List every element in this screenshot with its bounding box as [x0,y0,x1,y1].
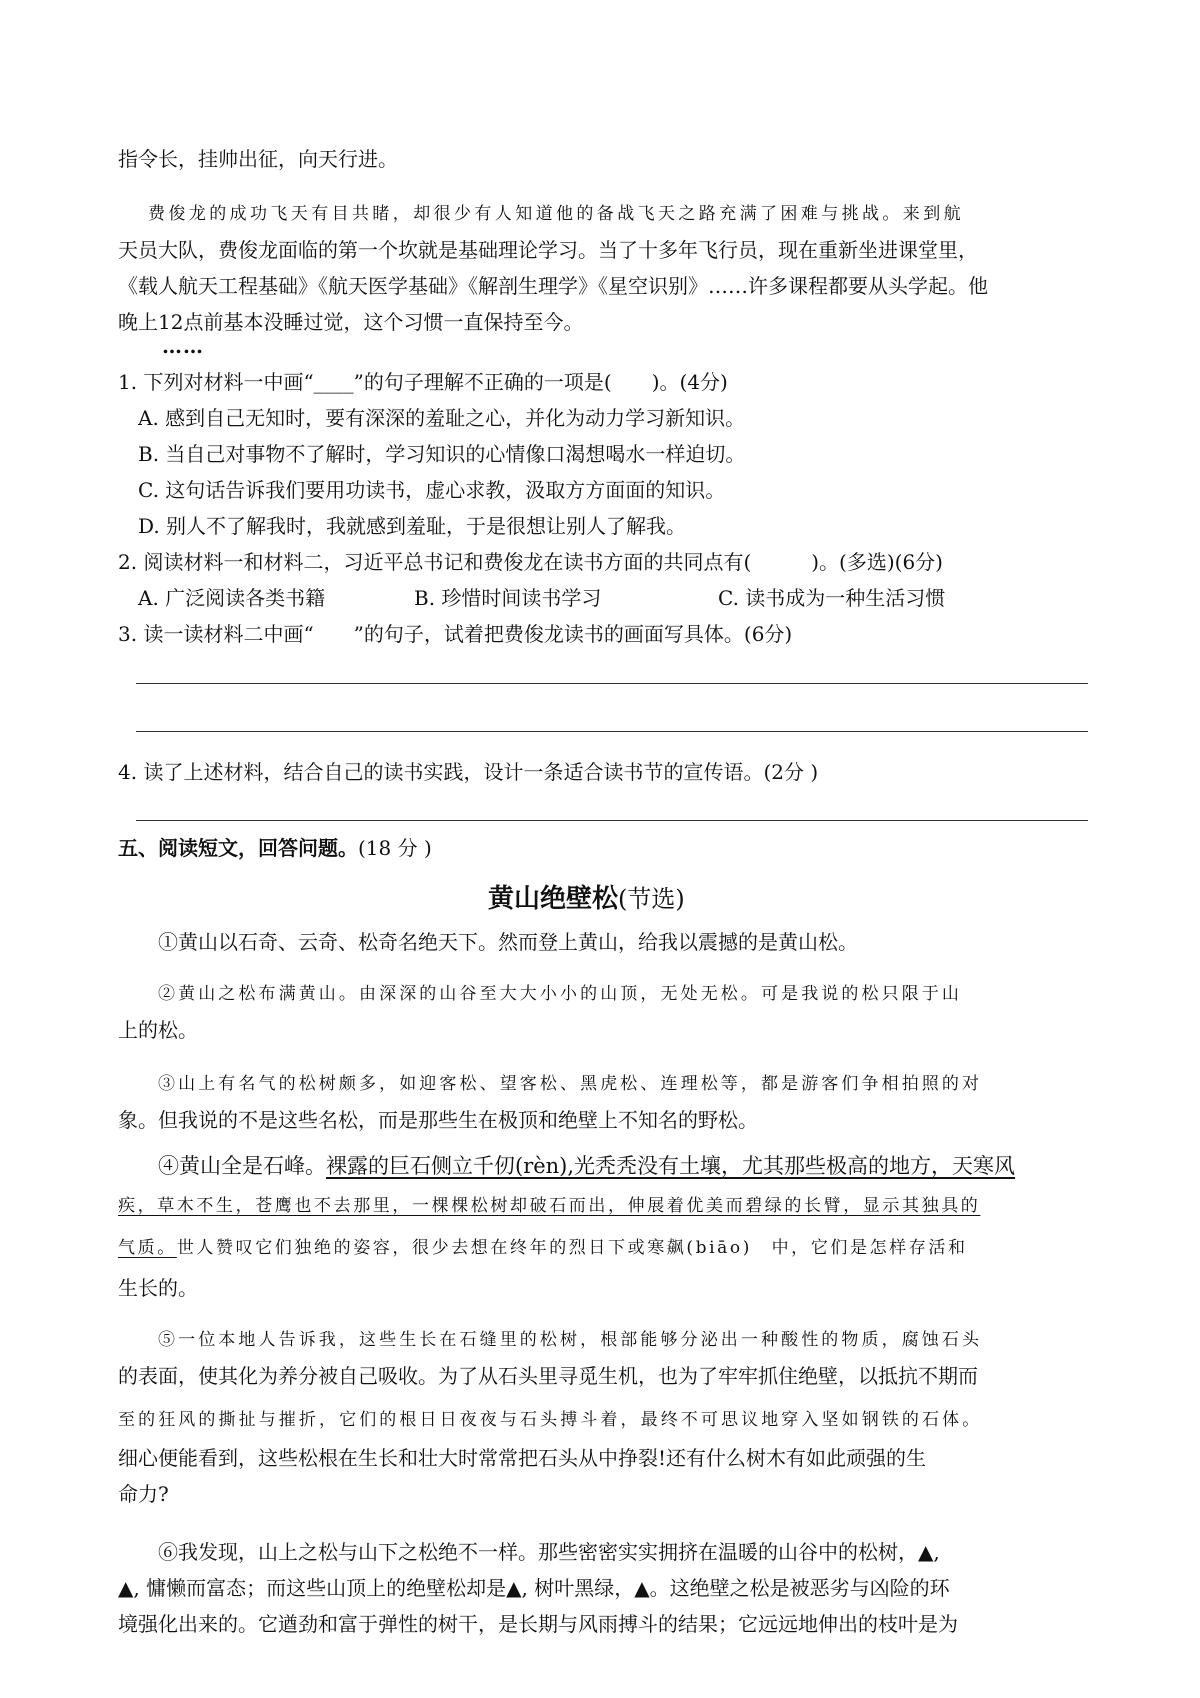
article-title [488,882,685,916]
answer-line [136,683,1088,684]
answer-line [136,731,1088,732]
section-heading-text: 五、阅读短文，回答问题。 [118,836,358,860]
paragraph-5: 的表面，使其化为养分被自己吸收。为了从石头里寻觅生机，也为了牢牢抓住绝壁，以抵抗不期而 [118,1364,978,1388]
option-2c: C. 读书成为一种生活习惯 [718,586,946,610]
paragraph-4-text: ④黄山全是石峰。 [158,1154,326,1178]
paragraph-3: 象。但我说的不是这些名松，而是那些生在极顶和绝壁上不知名的野松。 [118,1108,758,1132]
paragraph-4: 生长的。 [118,1276,198,1300]
option-1b: B. 当自己对事物不了解时，学习知识的心情像口渴想喝水一样迫切。 [138,442,746,466]
text-line: 指令长，挂帅出征，向天行进。 [118,147,398,171]
section-heading [118,834,432,862]
text-line: 晚上12点前基本没睡过觉，这个习惯一直保持至今。 [118,310,584,334]
paragraph-6: 境强化出来的。它遒劲和富于弹性的树干，是长期与风雨搏斗的结果；它远远地伸出的枝叶是为 [118,1612,958,1636]
paragraph-1: ①黄山以石奇、云奇、松奇名绝天下。然而登上黄山，给我以震撼的是黄山松。 [158,930,858,954]
section-score: (18 分 ) [358,836,432,860]
option-1c: C. 这句话告诉我们要用功读书，虚心求教，汲取方方面面的知识。 [138,478,726,502]
paragraph-5: 至的狂风的撕扯与摧折，它们的根日日夜夜与石头搏斗着，最终不可思议地穿入坚如钢铁的石体。 [118,1410,983,1430]
text-line: 天员大队，费俊龙面临的第一个坎就是基础理论学习。当了十多年飞行员，现在重新坐进课堂里， [118,238,978,262]
question-1: 1. 下列对材料一中画“____”的句子理解不正确的一项是( )。(4分) [118,370,728,394]
paragraph-2: ②黄山之松布满黄山。由深深的山谷至大大小小的山顶，无处无松。可是我说的松只限于山 [158,984,962,1004]
paragraph-4 [158,1152,1015,1180]
paragraph-3: ③山上有名气的松树颇多，如迎客松、望客松、黑虎松、连理松等，都是游客们争相拍照的对 [158,1074,983,1094]
question-3: 3. 读一读材料二中画“ ”的句子，试着把费俊龙读书的画面写具体。(6分) [118,622,793,646]
paragraph-4 [118,1234,968,1262]
underlined-sentence: 气质。 [118,1238,177,1258]
underlined-sentence: 疾，草木不生，苍鹰也不去那里，一棵棵松树却破石而出，伸展着优美而碧绿的长臂，显示其独具的 [118,1196,981,1216]
article-title-sub: (节选) [618,885,685,913]
ellipsis: …… [162,334,204,358]
option-2a: A. 广泛阅读各类书籍 [138,586,326,610]
paragraph-2: 上的松。 [118,1018,198,1042]
answer-line [136,820,1088,821]
option-2b: B. 珍惜时间读书学习 [414,586,602,610]
option-1d: D. 别人不了解我时，我就感到羞耻，于是很想让别人了解我。 [138,514,687,538]
underlined-sentence: 裸露的巨石侧立千仞(rèn),光秃秃没有土壤，尤其那些极高的地方，天寒风 [326,1154,1016,1178]
paragraph-5: 细心便能看到，这些松根在生长和壮大时常常把石头从中挣裂!还有什么树木有如此顽强的生 [118,1446,927,1470]
paragraph-4-text: 世人赞叹它们独绝的姿容，很少去想在终年的烈日下或寒飙(biāo) 中，它们是怎样存活和 [176,1238,968,1258]
article-title-main: 黄山绝壁松 [488,884,619,914]
paragraph-5: ⑤一位本地人告诉我，这些生长在石缝里的松树，根部能够分泌出一种酸性的物质，腐蚀石头 [158,1330,983,1350]
question-2: 2. 阅读材料一和材料二，习近平总书记和费俊龙在读书方面的共同点有( )。(多选)(6分) [118,550,943,574]
paragraph-6: ⑥我发现，山上之松与山下之松绝不一样。那些密密实实拥挤在温暖的山谷中的松树，▲, [158,1540,940,1564]
text-line: 费俊龙的成功飞天有目共睹，却很少有人知道他的备战飞天之路充满了困难与挑战。来到航 [148,204,964,224]
paragraph-6: ▲, 慵懒而富态；而这些山顶上的绝壁松却是▲, 树叶黑绿，▲。这绝壁之松是被恶劣与凶险的环 [118,1576,950,1600]
paragraph-5: 命力? [118,1482,169,1506]
question-4: 4. 读了上述材料，结合自己的读书实践，设计一条适合读书节的宣传语。(2分 ) [118,760,819,784]
option-1a: A. 感到自己无知时，要有深深的羞耻之心，并化为动力学习新知识。 [138,406,746,430]
text-line: 《载人航天工程基础》《航天医学基础》《解剖生理学》《星空识别》……许多课程都要从头学起。他 [118,274,988,298]
